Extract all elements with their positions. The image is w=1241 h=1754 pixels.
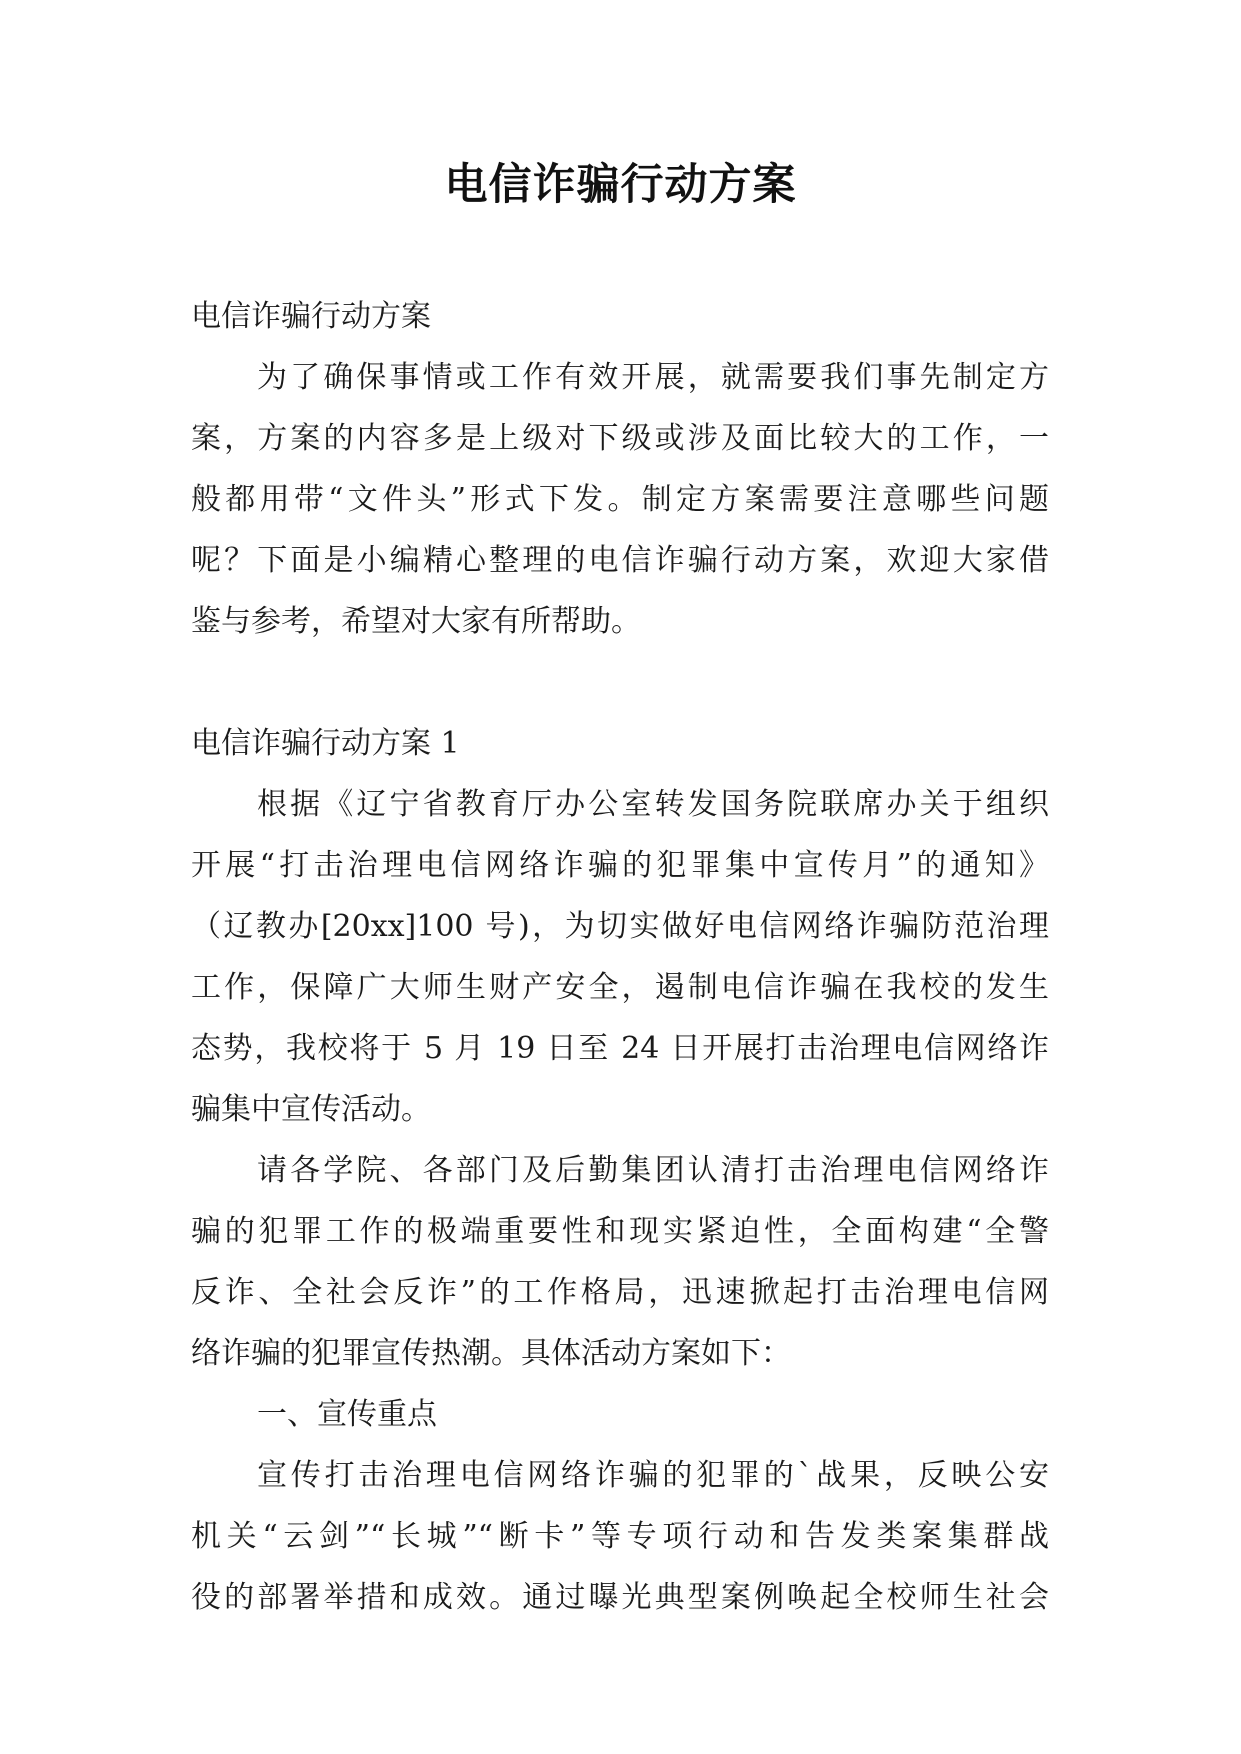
text-line: 电信诈骗行动方案 1 xyxy=(191,726,460,761)
text-line: 骗集中宣传活动。 xyxy=(191,1092,431,1127)
text-line: 机关“云剑”“长城”“断卡”等专项行动和告发类案集群战 xyxy=(191,1519,1049,1554)
text-line: （辽教办[20xx]100 号)，为切实做好电信网络诈骗防范治理 xyxy=(191,909,1049,944)
document-body xyxy=(191,286,1049,1628)
text-line: 反诈、全社会反诈”的工作格局，迅速掀起打击治理电信网 xyxy=(191,1275,1049,1310)
text-line: 态势，我校将于 5 月 19 日至 24 日开展打击治理电信网络诈 xyxy=(191,1031,1049,1066)
paragraph-gap xyxy=(191,652,1049,713)
text-line: 呢？下面是小编精心整理的电信诈骗行动方案，欢迎大家借 xyxy=(191,543,1049,578)
text-line: 一、宣传重点 xyxy=(257,1397,437,1432)
text-line: 开展“打击治理电信网络诈骗的犯罪集中宣传月”的通知》 xyxy=(191,848,1049,883)
text-line: 为了确保事情或工作有效开展，就需要我们事先制定方 xyxy=(257,360,1049,395)
document-title: 电信诈骗行动方案 xyxy=(444,160,797,210)
text-line: 工作，保障广大师生财产安全，遏制电信诈骗在我校的发生 xyxy=(191,970,1049,1005)
text-line: 电信诈骗行动方案 xyxy=(191,299,431,334)
text-line: 根据《辽宁省教育厅办公室转发国务院联席办关于组织 xyxy=(257,787,1049,822)
text-line: 宣传打击治理电信网络诈骗的犯罪的`战果，反映公安 xyxy=(257,1458,1049,1493)
text-line: 请各学院、各部门及后勤集团认清打击治理电信网络诈 xyxy=(257,1153,1049,1188)
text-line: 骗的犯罪工作的极端重要性和现实紧迫性，全面构建“全警 xyxy=(191,1214,1049,1249)
text-line: 役的部署举措和成效。通过曝光典型案例唤起全校师生社会 xyxy=(191,1580,1049,1615)
text-line: 般都用带“文件头”形式下发。制定方案需要注意哪些问题 xyxy=(191,482,1049,517)
text-line: 鉴与参考，希望对大家有所帮助。 xyxy=(191,604,641,639)
text-line: 络诈骗的犯罪宣传热潮。具体活动方案如下： xyxy=(191,1336,791,1371)
text-line: 案，方案的内容多是上级对下级或涉及面比较大的工作，一 xyxy=(191,421,1049,456)
